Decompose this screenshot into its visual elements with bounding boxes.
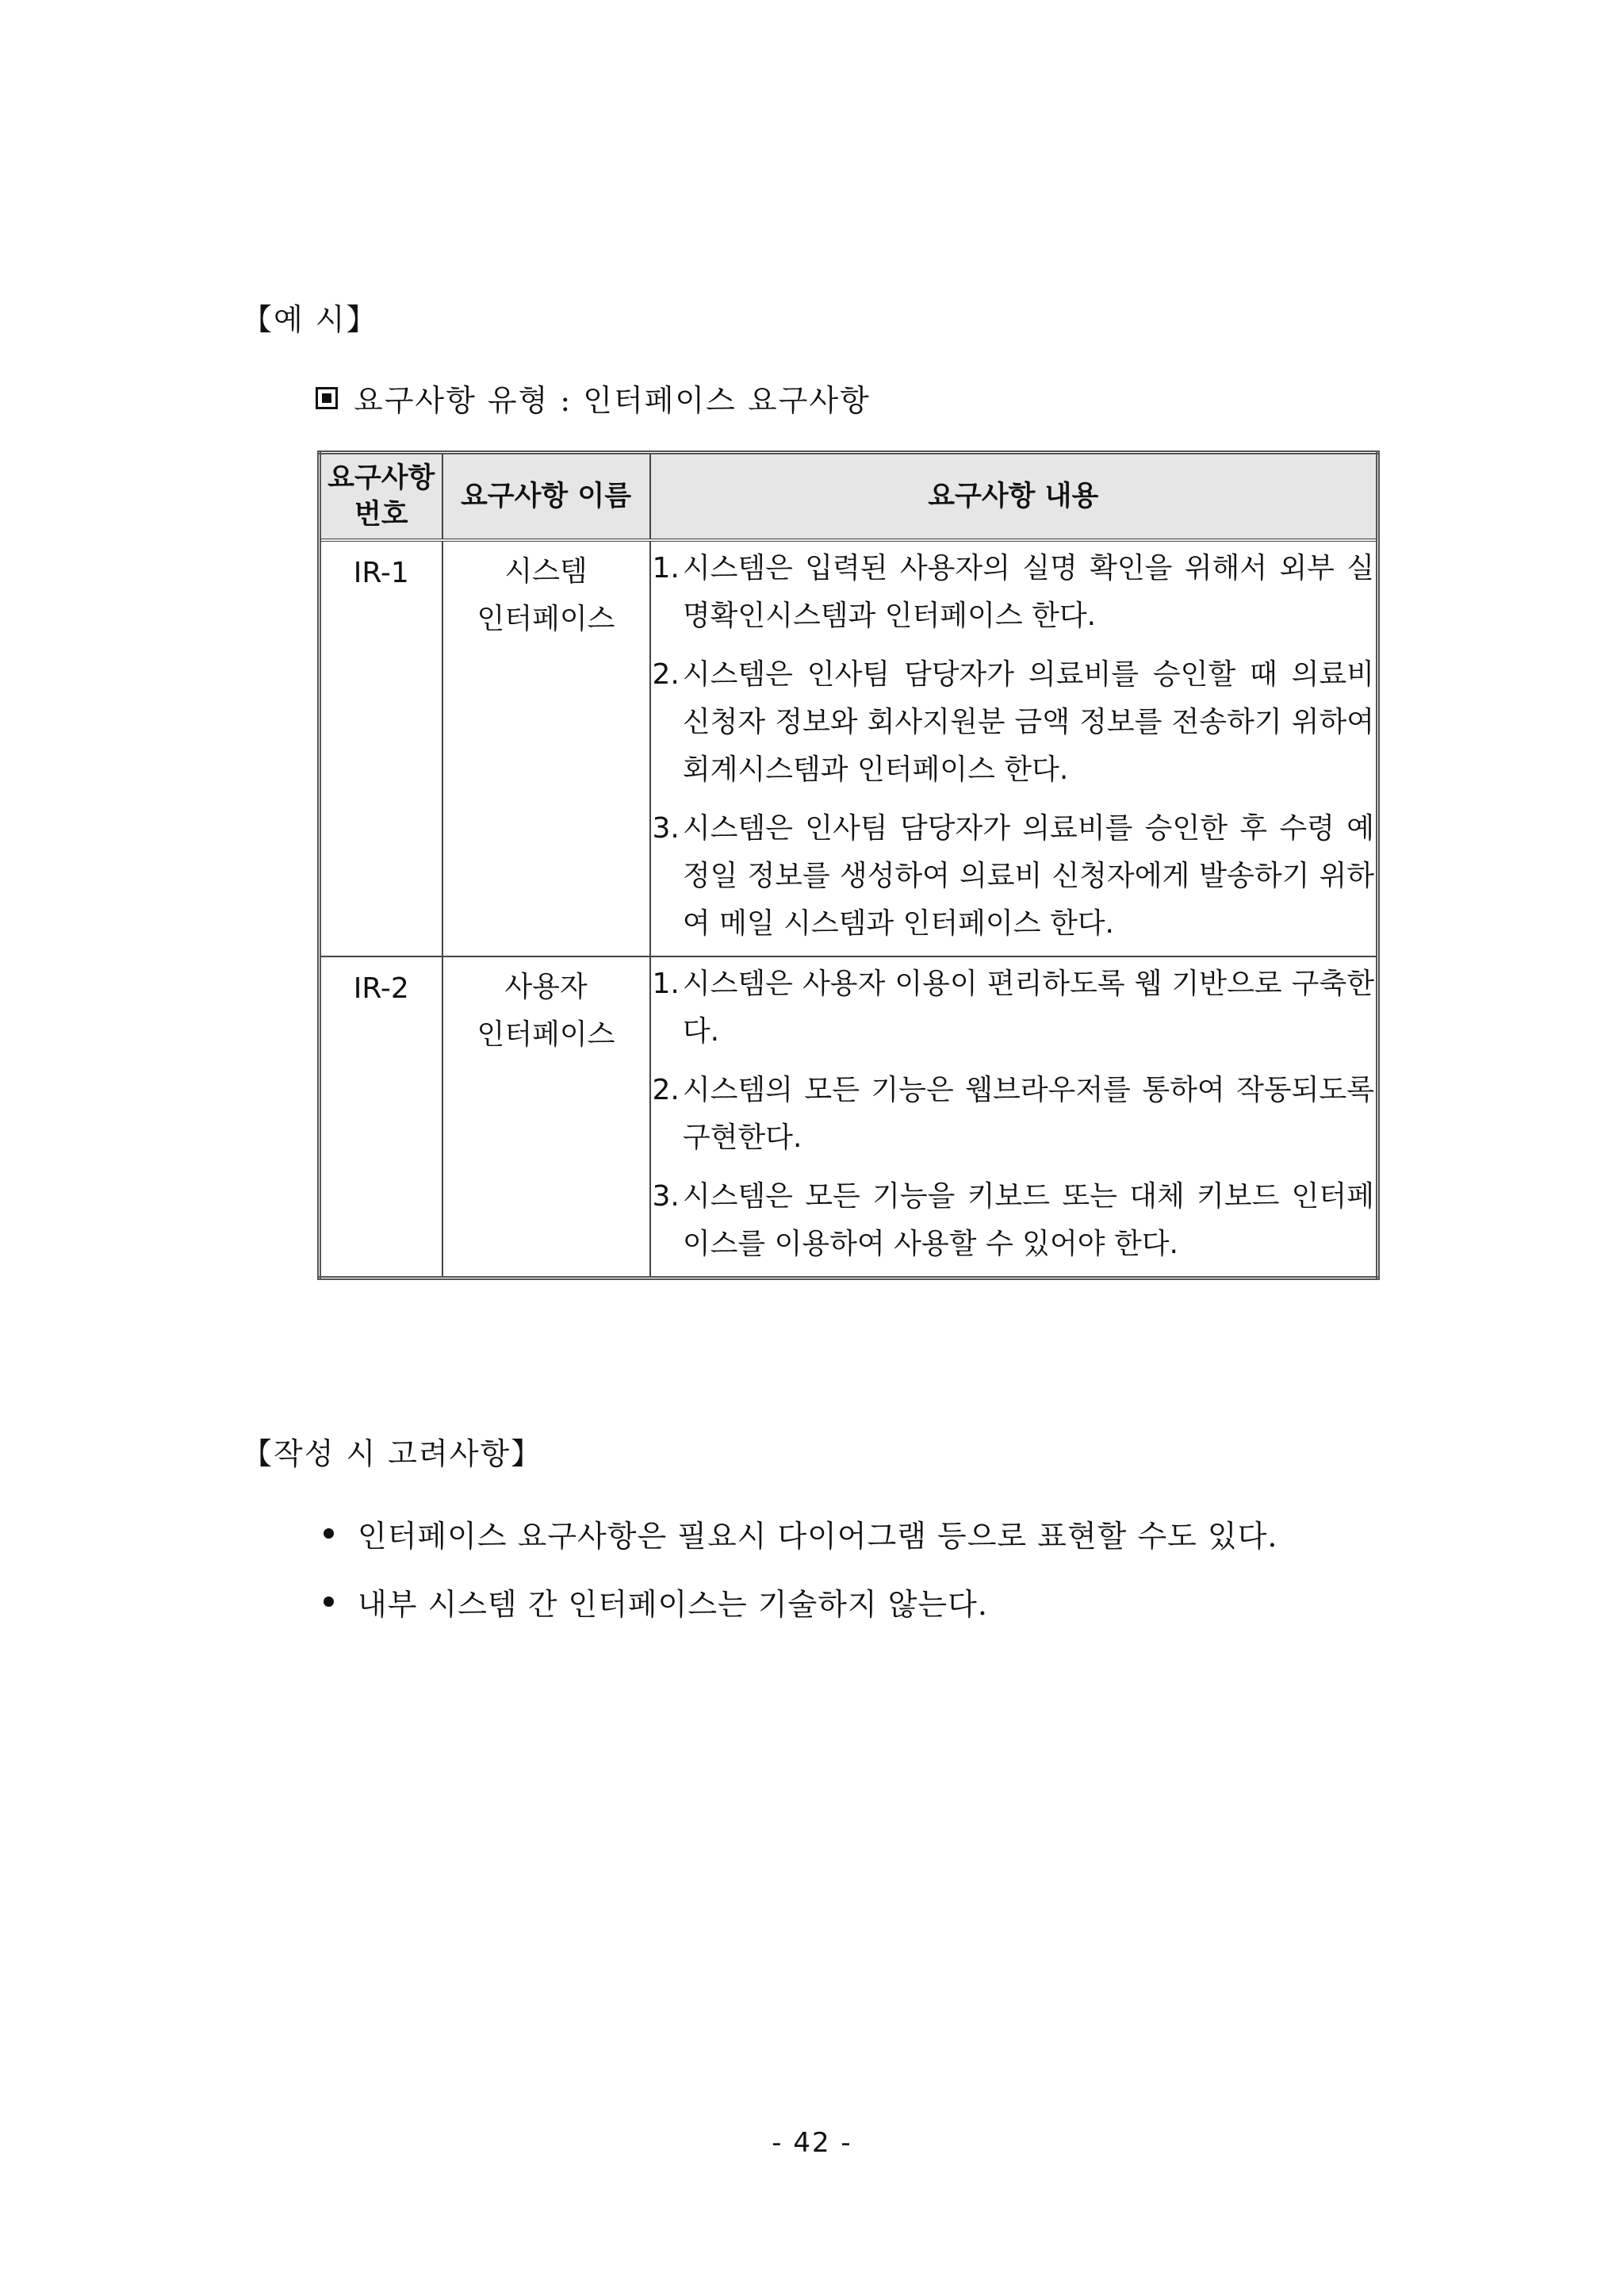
header-content: [650, 453, 1378, 540]
table-header-row: [320, 453, 1378, 540]
considerations-heading: 【작성 시 고려사항】: [242, 1436, 543, 1471]
considerations-list: [317, 1499, 1277, 1635]
requirement-id: IR-1: [320, 540, 442, 956]
consideration-text: 인터페이스 요구사항은 필요시 다이어그램 등으로 표현할 수도 있다.: [358, 1518, 1278, 1554]
item-text: 시스템은 인사팀 담당자가 의료비를 승인할 때 의료비 신청자 정보와 회사지원분 금액 정보를 전송하기 위하여 회계시스템과 인터페이스 한다.: [682, 657, 1374, 786]
item-text: 시스템은 사용자 이용이 편리하도록 웹 기반으로 구축한다.: [682, 967, 1374, 1048]
requirement-item: [650, 540, 1378, 648]
item-number: 1.: [652, 551, 680, 585]
requirement-id: IR-2: [320, 956, 442, 1278]
item-number: 3.: [652, 1179, 680, 1213]
list-item: [317, 1499, 1277, 1567]
table-row: [320, 956, 1378, 1064]
header-number: [320, 453, 442, 540]
requirement-item: [650, 802, 1378, 956]
item-text: 시스템은 모든 기능을 키보드 또는 대체 키보드 인터페이스를 이용하여 사용할 수 있어야 한다.: [682, 1179, 1374, 1260]
filled-square-icon: [316, 387, 338, 409]
header-name: [442, 453, 650, 540]
requirement-name-line: 사용자: [504, 970, 588, 1003]
bullet-icon: [324, 1596, 334, 1607]
item-text: 시스템은 인사팀 담당자가 의료비를 승인한 후 수령 예정일 정보를 생성하여 의료비 신청자에게 발송하기 위하여 메일 시스템과 인터페이스 한다.: [682, 811, 1374, 940]
requirement-item: [650, 956, 1378, 1064]
consideration-text: 내부 시스템 간 인터페이스는 기술하지 않는다.: [358, 1586, 988, 1622]
requirement-item: [650, 1170, 1378, 1278]
item-number: 1.: [652, 967, 680, 1000]
header-content-label: 요구사항 내용: [928, 480, 1099, 512]
requirement-name-line: 인터페이스: [477, 602, 615, 635]
requirement-item: [650, 1064, 1378, 1170]
header-number-label: 요구사항 번호: [327, 462, 435, 531]
requirement-type-text: 요구사항 유형 : 인터페이스 요구사항: [354, 383, 871, 418]
header-name-label: 요구사항 이름: [460, 480, 632, 512]
table-row: [320, 540, 1378, 648]
item-text: 시스템의 모든 기능은 웹브라우저를 통하여 작동되도록 구현한다.: [682, 1073, 1374, 1154]
item-text: 시스템은 입력된 사용자의 실명 확인을 위해서 외부 실명확인시스템과 인터페이스 한다.: [682, 551, 1374, 632]
item-number: 2.: [652, 1073, 680, 1106]
requirement-name: [442, 956, 650, 1278]
requirement-name-line: 인터페이스: [477, 1018, 615, 1051]
requirements-table: [317, 450, 1380, 1280]
list-item: [317, 1567, 1277, 1635]
example-heading: 【예 시】: [242, 302, 378, 337]
item-number: 2.: [652, 657, 680, 691]
bullet-icon: [324, 1528, 334, 1539]
requirement-type-line: [316, 376, 871, 420]
requirement-name: [442, 540, 650, 956]
requirement-name-line: 시스템: [504, 554, 588, 588]
item-number: 3.: [652, 811, 680, 845]
requirement-item: [650, 648, 1378, 802]
page-number: - 42 -: [772, 2127, 852, 2159]
